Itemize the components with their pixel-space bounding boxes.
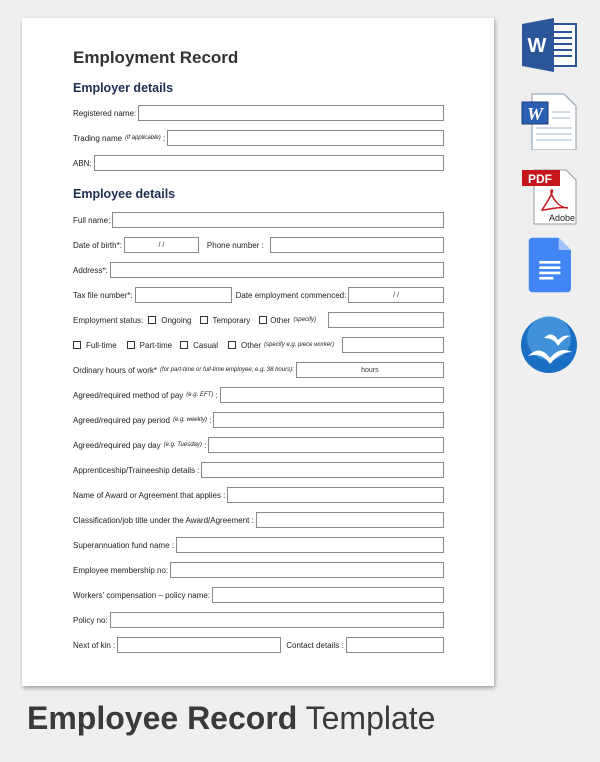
period-note: (e.g. weekly) — [172, 417, 207, 423]
membership-label: Employee membership no: — [73, 565, 169, 575]
status-label: Employment status: — [73, 315, 144, 325]
hours-unit: hours — [361, 366, 379, 374]
full-name-row — [73, 211, 444, 229]
footer-regular: Template — [297, 700, 436, 736]
commenced-label: Date employment commenced: — [235, 290, 347, 300]
colon: : — [204, 440, 207, 450]
adobe-label: Adobe — [548, 213, 576, 223]
footer-bold: Employee Record — [27, 700, 298, 736]
payday-row — [73, 436, 444, 454]
award-field[interactable] — [227, 487, 444, 503]
apprentice-field[interactable] — [201, 462, 444, 478]
employer-heading: Employer details — [73, 81, 174, 95]
dob-placeholder: / / — [158, 241, 165, 249]
method-label: Agreed/required method of pay — [73, 390, 184, 400]
specify-piece-note: (specify e.g. piece worker) — [264, 342, 335, 348]
award-row — [73, 486, 444, 504]
google-docs-icon[interactable] — [520, 236, 578, 294]
other-label: Other — [270, 315, 291, 325]
dob-label: Date of birth*: — [73, 240, 122, 250]
part-time-checkbox[interactable] — [127, 341, 135, 349]
other-type-label: Other — [241, 340, 262, 350]
temporary-label: Temporary — [212, 315, 251, 325]
dob-row — [73, 236, 444, 254]
colon: : — [162, 133, 166, 143]
pdf-icon[interactable] — [520, 168, 578, 226]
ongoing-checkbox[interactable] — [148, 316, 156, 324]
classification-label: Classification/job title under the Award/Agreement : — [73, 515, 254, 525]
other-type-checkbox[interactable] — [228, 341, 236, 349]
commenced-placeholder: / / — [393, 291, 400, 299]
trading-name-row — [73, 129, 444, 147]
word-letter: W — [527, 35, 547, 57]
payday-label: Agreed/required pay day — [73, 440, 161, 450]
full-time-label: Full-time — [86, 340, 117, 350]
work-type-row — [73, 336, 444, 354]
contact-label: Contact details : — [286, 640, 344, 650]
payday-note: (e.g. Tuesday) — [163, 442, 202, 448]
hours-field[interactable] — [296, 362, 444, 378]
method-field[interactable] — [220, 387, 444, 403]
trading-name-label: Trading name — [73, 133, 123, 143]
word-doc-icon[interactable] — [520, 92, 578, 150]
word-new-icon[interactable] — [520, 16, 578, 74]
address-row — [73, 261, 444, 279]
openoffice-icon[interactable] — [520, 316, 578, 374]
phone-field[interactable] — [270, 237, 444, 253]
abn-row — [73, 154, 444, 172]
tax-label: Tax file number*: — [73, 290, 133, 300]
page-title: Employment Record — [73, 48, 239, 67]
employee-heading: Employee details — [73, 187, 176, 201]
full-name-label: Full name: — [73, 215, 111, 225]
workers-field[interactable] — [212, 587, 444, 603]
classification-row — [73, 511, 444, 529]
hours-label: Ordinary hours of work* — [73, 365, 158, 375]
award-label: Name of Award or Agreement that applies : — [73, 490, 226, 500]
classification-field[interactable] — [256, 512, 444, 528]
super-row — [73, 536, 444, 554]
policy-label: Policy no: — [73, 615, 108, 625]
period-field[interactable] — [213, 412, 444, 428]
casual-label: Casual — [193, 340, 219, 350]
other-status-field[interactable] — [328, 312, 444, 328]
casual-checkbox[interactable] — [180, 341, 188, 349]
trading-note: (if applicable) — [125, 135, 161, 141]
specify-note: (specify) — [293, 317, 316, 323]
kin-row — [73, 636, 444, 654]
policy-row — [73, 611, 444, 629]
ongoing-label: Ongoing — [161, 315, 192, 325]
period-label: Agreed/required pay period — [73, 415, 170, 425]
membership-row — [73, 561, 444, 579]
commenced-field[interactable] — [348, 287, 444, 303]
dob-field[interactable] — [124, 237, 199, 253]
colon: : — [215, 390, 218, 400]
registered-name-field[interactable] — [138, 105, 444, 121]
policy-field[interactable] — [110, 612, 444, 628]
trading-name-field[interactable] — [167, 130, 444, 146]
other-status-checkbox[interactable] — [259, 316, 267, 324]
registered-name-label: Registered name: — [73, 108, 137, 118]
address-label: Address*: — [73, 265, 108, 275]
method-row — [73, 386, 444, 404]
apprentice-label: Apprenticeship/Traineeship details : — [73, 465, 200, 475]
payday-field[interactable] — [208, 437, 444, 453]
kin-field[interactable] — [117, 637, 281, 653]
hours-note: (for part-time or full-time employee; e.g. 38 hours): — [160, 367, 294, 373]
workers-label: Workers' compensation – policy name: — [73, 590, 210, 600]
kin-label: Next of kin : — [73, 640, 116, 650]
full-name-field[interactable] — [112, 212, 444, 228]
status-row — [73, 311, 444, 329]
colon: : — [209, 415, 212, 425]
part-time-label: Part-time — [139, 340, 173, 350]
pdf-label: PDF — [528, 172, 552, 186]
super-field[interactable] — [176, 537, 444, 553]
abn-label: ABN: — [73, 158, 92, 168]
hours-row — [73, 361, 444, 379]
contact-field[interactable] — [346, 637, 444, 653]
footer-title — [27, 700, 435, 737]
tax-field[interactable] — [135, 287, 232, 303]
super-label: Superannuation fund name : — [73, 540, 174, 550]
full-time-checkbox[interactable] — [73, 341, 81, 349]
tax-row — [73, 286, 444, 304]
period-row — [73, 411, 444, 429]
word-old-letter: W — [526, 104, 544, 124]
method-note: (e.g. EFT) — [186, 392, 214, 398]
address-field[interactable] — [110, 262, 444, 278]
other-type-field[interactable] — [342, 337, 444, 353]
registered-name-row — [73, 104, 444, 122]
document-page — [22, 18, 494, 686]
abn-field[interactable] — [94, 155, 444, 171]
apprentice-row — [73, 461, 444, 479]
workers-row — [73, 586, 444, 604]
temporary-checkbox[interactable] — [200, 316, 208, 324]
phone-label: Phone number : — [206, 240, 264, 250]
membership-field[interactable] — [170, 562, 444, 578]
